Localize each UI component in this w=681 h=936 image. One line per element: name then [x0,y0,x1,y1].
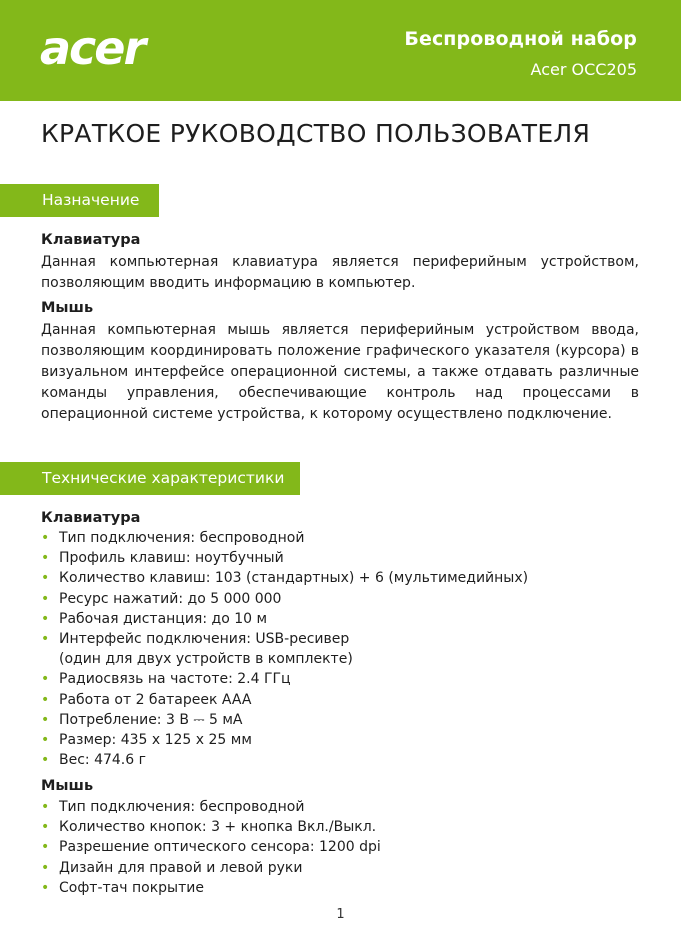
list-item: • Количество клавиш: 103 (стандартных) + 6 (мультимедийных) [41,568,528,588]
keyboard-spec-list [41,528,528,770]
list-item: • Дизайн для правой и левой руки [41,858,381,878]
acer-logo [40,26,175,72]
bullet-icon: • [41,732,50,749]
bullet-icon: • [41,590,50,607]
list-item: • Интерфейс подключения: USB-ресивер [41,629,528,649]
mouse-spec-list [41,797,381,898]
list-item: • Профиль клавиш: ноутбучный [41,548,528,568]
list-item: • Ресурс нажатий: до 5 000 000 [41,589,528,609]
purpose-keyboard-text: Данная компьютерная клавиатура является периферийным устройством, позволяющим вводить информацию в компьютер. [41,254,639,291]
bullet-icon: • [41,570,50,587]
bullet-icon: • [41,631,50,648]
list-item: • Вес: 474.6 г [41,750,528,770]
bullet-icon: • [41,550,50,567]
list-item-note: (один для двух устройств в комплекте) [59,651,353,668]
page-title: КРАТКОЕ РУКОВОДСТВО ПОЛЬЗОВАТЕЛЯ [41,119,591,148]
list-item: • Радиосвязь на частоте: 2.4 ГГц [41,669,528,689]
purpose-mouse-heading: Мышь [41,300,94,316]
section-bar-purpose [0,184,159,217]
header-banner [0,0,681,101]
bullet-icon: • [41,879,50,896]
bullet-icon: • [41,530,50,546]
purpose-mouse-text: Данная компьютерная мышь является периферийным устройством ввода, позволяющим координировать положение графического указателя (курсора) в визуальном интерфейсе операционной системы, а также отдавать различные команды управления, обеспечивающие контроль над процессами в операционной системе устройства, к которому осуществлено подключение. [41,322,639,422]
page-number: 1 [336,907,345,922]
bullet-icon: • [41,691,50,708]
list-item: • Размер: 435 x 125 x 25 мм [41,730,528,750]
list-item: • Тип подключения: беспроводной [41,528,528,548]
svg-text:acer: acer [40,26,145,72]
bullet-icon: • [41,752,50,769]
bullet-icon: • [41,839,50,856]
list-item: • Разрешение оптического сенсора: 1200 dpi [41,837,381,857]
product-title: Беспроводной набор [404,28,637,50]
specs-keyboard-heading: Клавиатура [41,510,141,526]
section-label-purpose: Назначение [42,191,140,209]
section-bar-specs [0,462,300,495]
list-item: • Софт-тач покрытие [41,878,381,898]
list-item: • Работа от 2 батареек AAA [41,690,528,710]
section-label-specs: Технические характеристики [42,469,285,487]
bullet-icon: • [41,799,50,815]
bullet-icon: • [41,859,50,876]
purpose-keyboard-heading: Клавиатура [41,232,141,248]
list-item: • Тип подключения: беспроводной [41,797,381,817]
product-model: Acer OCC205 [530,60,637,79]
list-item: • Количество кнопок: 3 + кнопка Вкл./Выкл. [41,817,381,837]
list-item: • Потребление: 3 В ⎓ 5 мА [41,710,528,730]
bullet-icon: • [41,671,50,688]
bullet-icon: • [41,610,50,627]
list-item: • Рабочая дистанция: до 10 м [41,609,528,629]
bullet-icon: • [41,819,50,836]
specs-mouse-heading: Мышь [41,778,94,794]
bullet-icon: • [41,711,50,728]
